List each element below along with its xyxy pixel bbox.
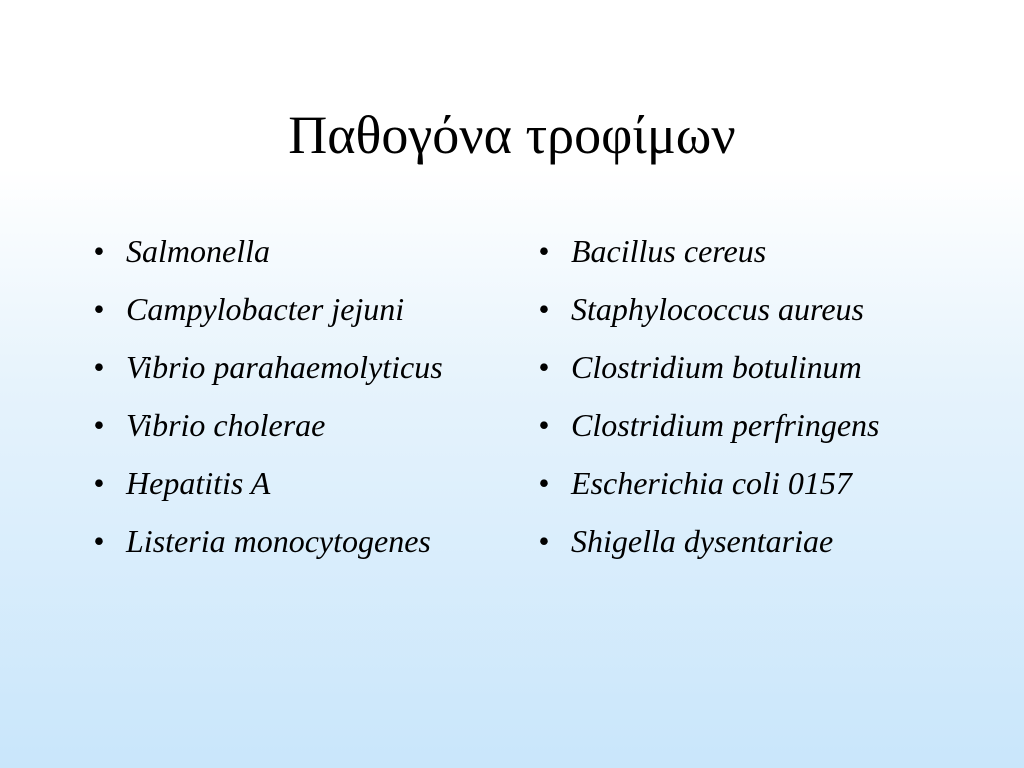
pathogen-name: Listeria monocytogenes — [126, 523, 431, 559]
bullet-icon: • — [93, 523, 105, 559]
list-item — [84, 518, 484, 564]
list-item — [529, 402, 949, 448]
bullet-icon: • — [538, 233, 550, 269]
pathogen-name: Escherichia coli 0157 — [571, 465, 852, 501]
list-item — [529, 286, 949, 332]
pathogen-name: Clostridium perfringens — [571, 407, 880, 443]
list-item — [84, 402, 484, 448]
bullet-icon: • — [538, 349, 550, 385]
bullet-icon: • — [538, 465, 550, 501]
pathogen-name: Salmonella — [126, 233, 270, 269]
pathogen-name: Shigella dysentariae — [571, 523, 834, 559]
pathogen-name: Vibrio cholerae — [126, 407, 326, 443]
pathogen-name: Bacillus cereus — [571, 233, 767, 269]
bullet-icon: • — [93, 349, 105, 385]
list-item — [84, 286, 484, 332]
slide-title: Παθογόνα τροφίμων — [288, 105, 736, 165]
pathogen-name: Vibrio parahaemolyticus — [126, 349, 443, 385]
bullet-icon: • — [538, 407, 550, 443]
bullet-icon: • — [538, 523, 550, 559]
pathogen-name: Campylobacter jejuni — [126, 291, 405, 327]
pathogen-name: Hepatitis A — [126, 465, 271, 501]
pathogen-name: Clostridium botulinum — [571, 349, 862, 385]
bullet-icon: • — [93, 407, 105, 443]
bullet-icon: • — [93, 465, 105, 501]
left-bullet-list — [84, 228, 484, 576]
pathogen-name: Staphylococcus aureus — [571, 291, 864, 327]
list-item — [529, 518, 949, 564]
list-item — [529, 344, 949, 390]
bullet-icon: • — [93, 291, 105, 327]
list-item — [84, 460, 484, 506]
bullet-icon: • — [538, 291, 550, 327]
list-item — [529, 460, 949, 506]
list-item — [84, 228, 484, 274]
list-item — [84, 344, 484, 390]
bullet-icon: • — [93, 233, 105, 269]
list-item — [529, 228, 949, 274]
right-bullet-list — [529, 228, 949, 576]
